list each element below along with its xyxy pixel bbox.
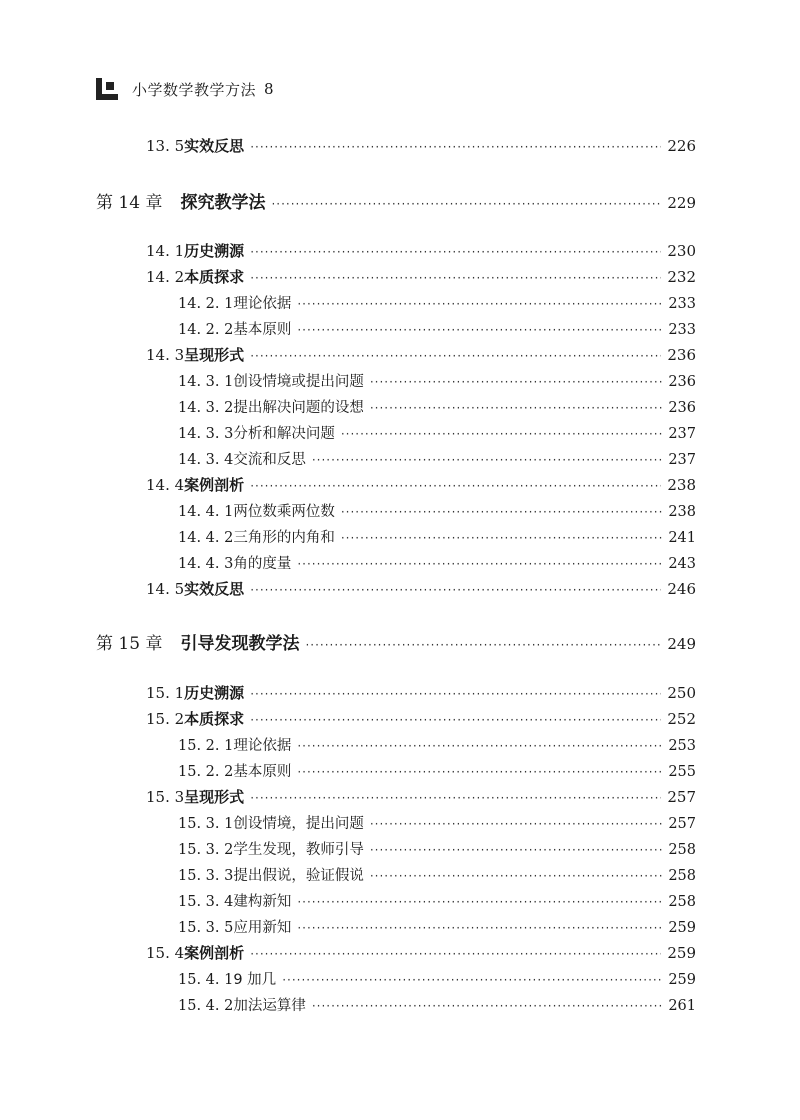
toc-entry-13-5[interactable]: 13. 5 实效反思 ····· 226 bbox=[146, 135, 696, 156]
dot-leader bbox=[370, 401, 662, 415]
dot-leader bbox=[341, 427, 662, 441]
dot-leader bbox=[250, 687, 661, 701]
dot-leader bbox=[297, 739, 662, 753]
dot-leader bbox=[250, 947, 661, 961]
toc-entry-14-2-1[interactable]: 14. 2. 1 理论依据 ····· 233 bbox=[178, 292, 696, 313]
dot-leader bbox=[370, 375, 662, 389]
page-number: 8 bbox=[264, 80, 274, 98]
dot-leader bbox=[297, 895, 662, 909]
toc-entry-15-2-2[interactable]: 15. 2. 2 基本原则 ····· 255 bbox=[178, 760, 696, 781]
dot-leader bbox=[312, 999, 662, 1013]
dot-leader bbox=[297, 297, 662, 311]
dot-leader bbox=[250, 140, 661, 154]
dot-leader bbox=[297, 323, 662, 337]
dot-leader bbox=[250, 583, 661, 597]
toc-entry-14-4[interactable]: 14. 4 案例剖析 ····· 238 bbox=[146, 474, 696, 495]
book-title: 小学数学教学方法 bbox=[132, 80, 257, 99]
toc-chapter-14[interactable]: 第 14 章 探究教学法 ····· 229 bbox=[96, 188, 696, 213]
toc-entry-14-4-1[interactable]: 14. 4. 1 两位数乘两位数 ····· 238 bbox=[178, 500, 696, 521]
toc-entry-15-3-1[interactable]: 15. 3. 1 创设情境，提出问题 ····· 257 bbox=[178, 812, 696, 833]
toc-entry-15-3[interactable]: 15. 3 呈现形式 ····· 257 bbox=[146, 786, 696, 807]
toc-entry-15-4-2[interactable]: 15. 4. 2 加法运算律 ····· 261 bbox=[178, 994, 696, 1015]
toc-entry-14-3-3[interactable]: 14. 3. 3 分析和解决问题 ····· 237 bbox=[178, 422, 696, 443]
dot-leader bbox=[370, 817, 662, 831]
dot-leader bbox=[370, 869, 662, 883]
toc-entry-14-4-2[interactable]: 14. 4. 2 三角形的内角和 ····· 241 bbox=[178, 526, 696, 547]
dot-leader bbox=[297, 921, 662, 935]
toc-entry-14-3-1[interactable]: 14. 3. 1 创设情境或提出问题 ····· 236 bbox=[178, 370, 696, 391]
dot-leader bbox=[370, 843, 662, 857]
toc-entry-15-3-2[interactable]: 15. 3. 2 学生发现，教师引导 ····· 258 bbox=[178, 838, 696, 859]
toc-entry-15-3-4[interactable]: 15. 3. 4 建构新知 ····· 258 bbox=[178, 890, 696, 911]
dot-leader bbox=[250, 791, 661, 805]
toc-entry-14-1[interactable]: 14. 1 历史溯源 ····· 230 bbox=[146, 240, 696, 261]
toc-entry-14-5[interactable]: 14. 5 实效反思 ····· 246 bbox=[146, 578, 696, 599]
toc-entry-15-2[interactable]: 15. 2 本质探求 ····· 252 bbox=[146, 708, 696, 729]
toc-entry-14-2[interactable]: 14. 2 本质探求 ····· 232 bbox=[146, 266, 696, 287]
dot-leader bbox=[341, 531, 662, 545]
dot-leader bbox=[297, 557, 662, 571]
dot-leader bbox=[297, 765, 662, 779]
toc-entry-14-3-4[interactable]: 14. 3. 4 交流和反思 ····· 237 bbox=[178, 448, 696, 469]
toc-entry-15-3-5[interactable]: 15. 3. 5 应用新知 ····· 259 bbox=[178, 916, 696, 937]
toc-entry-15-4-1[interactable]: 15. 4. 1 9 加几 ····· 259 bbox=[178, 968, 696, 989]
dot-leader bbox=[282, 973, 662, 987]
toc-entry-14-3-2[interactable]: 14. 3. 2 提出解决问题的设想 ····· 236 bbox=[178, 396, 696, 417]
dot-leader bbox=[250, 479, 661, 493]
toc-chapter-15[interactable]: 第 15 章 引导发现教学法 ····· 249 bbox=[96, 629, 696, 654]
dot-leader bbox=[341, 505, 662, 519]
toc-entry-15-3-3[interactable]: 15. 3. 3 提出假说，验证假说 ····· 258 bbox=[178, 864, 696, 885]
toc-entry-15-2-1[interactable]: 15. 2. 1 理论依据 ····· 253 bbox=[178, 734, 696, 755]
dot-leader bbox=[250, 349, 661, 363]
dot-leader bbox=[250, 245, 661, 259]
toc-entry-14-4-3[interactable]: 14. 4. 3 角的度量 ····· 243 bbox=[178, 552, 696, 573]
dot-leader bbox=[250, 271, 661, 285]
dot-leader bbox=[271, 197, 661, 211]
toc-entry-14-2-2[interactable]: 14. 2. 2 基本原则 ····· 233 bbox=[178, 318, 696, 339]
dot-leader bbox=[305, 638, 661, 652]
dot-leader bbox=[250, 713, 661, 727]
dot-leader bbox=[312, 453, 662, 467]
toc-entry-14-3[interactable]: 14. 3 呈现形式 ····· 236 bbox=[146, 344, 696, 365]
toc-entry-15-4[interactable]: 15. 4 案例剖析 ····· 259 bbox=[146, 942, 696, 963]
toc-entry-15-1[interactable]: 15. 1 历史溯源 ····· 250 bbox=[146, 682, 696, 703]
